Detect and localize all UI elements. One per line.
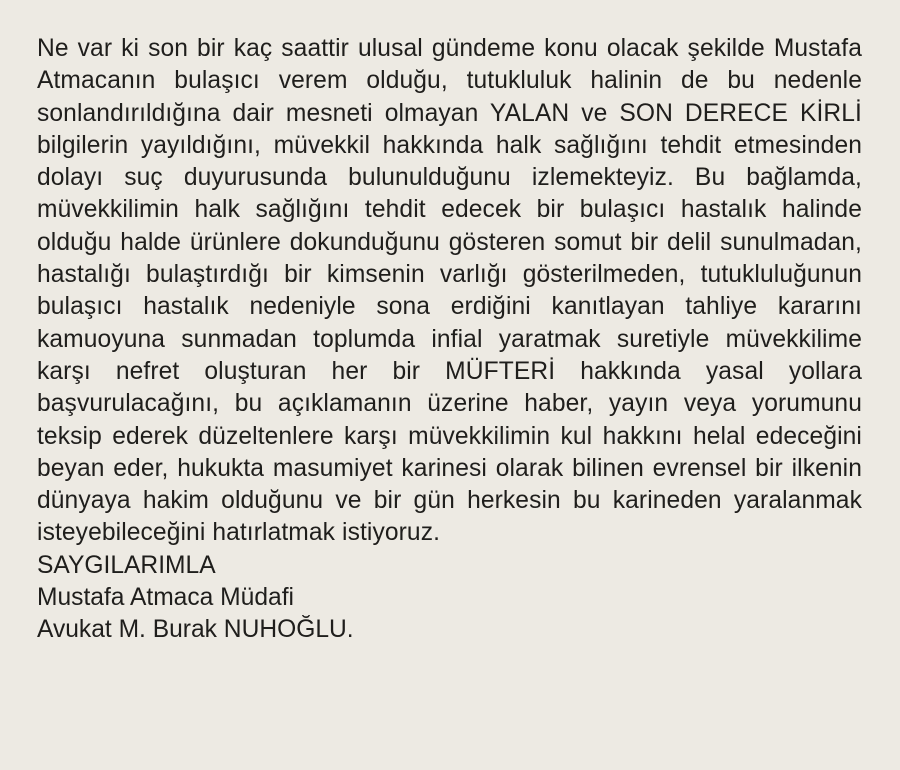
salutation: SAYGILARIMLA [37, 551, 216, 579]
lawyer-line: Avukat M. Burak NUHOĞLU. [37, 616, 354, 644]
statement-body: Ne var ki son bir kaç saattir ulusal gündeme konu olacak şekilde Mustafa Atmacanın bulaşıcı verem olduğu, tutukluluk halinin de bu nedenle sonlandırıldığına dair mesneti olmayan YALAN ve SON DERECE KİRLİ bilgilerin yayıldığını, müvekkil hakkında halk sağlığını tehdit etmesinden dolayı suç duyurusunda bulunulduğunu izlemekteyiz. Bu bağlamda, müvekkilimin halk sağlığını tehdit edecek bir bulaşıcı hastalık halinde olduğu halde ürünlere dokunduğunu gösteren somut bir delil sunulmadan, hastalığı bulaştırdığı bir kimsenin varlığı gösterilmeden, tutukluluğunun bulaşıcı hastalık nedeniyle sona erdiğini kanıtlayan tahliye kararını kamuoyuna sunmadan toplumda infial yaratmak suretiyle müvekkilime karşı nefret oluşturan her bir MÜFTERİ hakkında yasal yollara başvurulacağını, bu açıklamanın üzerine haber, yayın veya yorumunu teksip ederek düzeltenlere karşı müvekkilimin kul hakkını helal edeceğini beyan eder, hukukta masumiyet karinesi olarak bilinen evrensel bir ilkenin dünyaya hakim olduğunu ve bir gün herkesin bu karineden yaralanmak isteyebileceğini hatırlatmak istiyoruz. [37, 35, 862, 547]
signature-block [37, 550, 862, 647]
client-line: Mustafa Atmaca Müdafi [37, 584, 294, 612]
